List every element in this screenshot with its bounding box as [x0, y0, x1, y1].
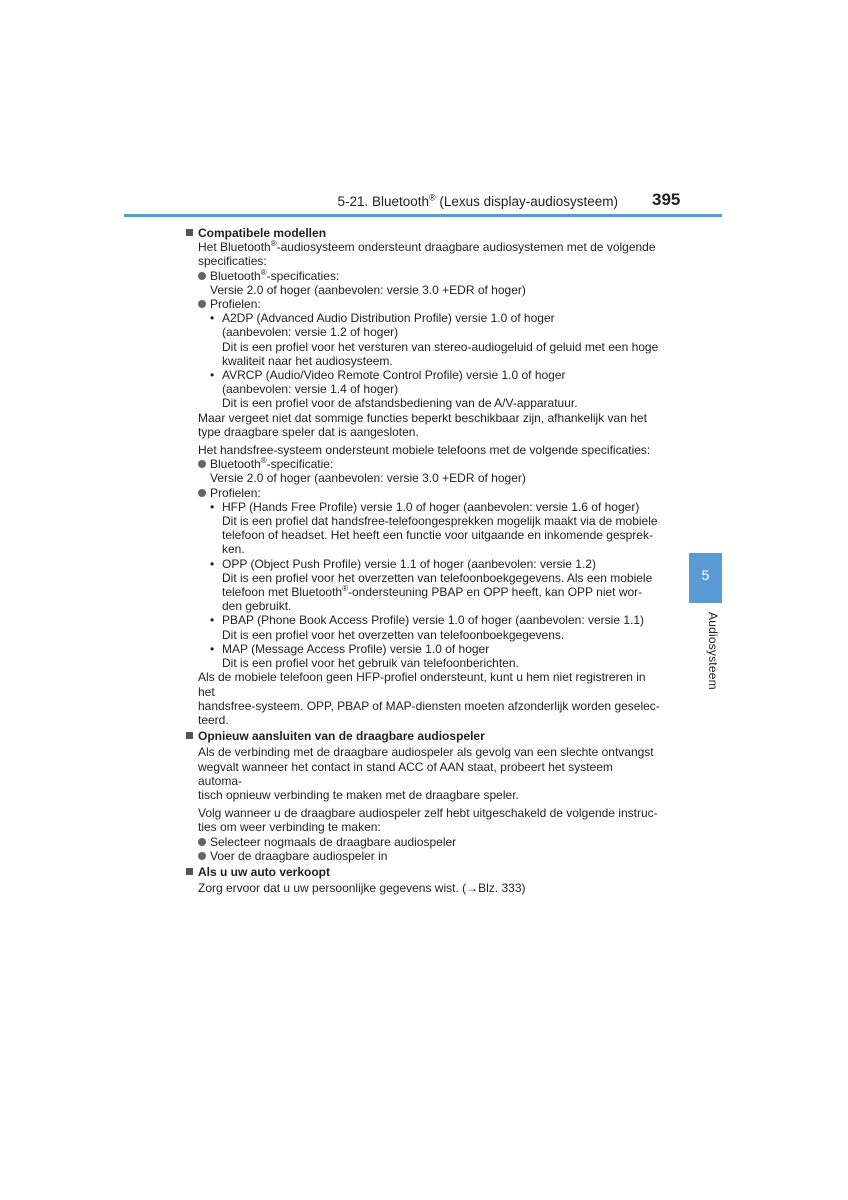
text: AVRCP (Audio/Video Remote Control Profile) versie 1.0 of hoger	[222, 368, 566, 383]
list-item	[186, 849, 660, 863]
sub-list-text: (aanbevolen: versie 1.4 of hoger)	[222, 382, 399, 397]
paragraph: Maar vergeet niet dat sommige functies beperkt beschikbaar zijn, afhankelijk van het	[198, 410, 647, 425]
sub-list-item	[186, 613, 660, 627]
page-reference-link[interactable]: Blz. 333)	[478, 881, 526, 896]
paragraph	[186, 240, 660, 254]
text: HFP (Hands Free Profile) versie 1.0 of hoger (aanbevolen: versie 1.6 of hoger)	[222, 499, 640, 514]
text: Bluetooth	[210, 457, 261, 472]
registered-mark: ®	[270, 239, 277, 249]
heading-text: Compatibele modellen	[198, 226, 327, 240]
header-title-suffix: (Lexus display-audiosysteem)	[435, 194, 618, 209]
heading-text: Als u uw auto verkoopt	[198, 864, 331, 879]
dot-bullet-icon: •	[210, 613, 215, 628]
heading-text: Opnieuw aansluiten van de draagbare audiospeler	[198, 729, 485, 744]
sub-list-text: Dit is een profiel voor het overzetten van telefoonboekgegevens.	[222, 627, 565, 642]
paragraph: wegvalt wanneer het contact in stand ACC of AAN staat, probeert het systeem automa-	[198, 759, 613, 788]
header-rule	[124, 214, 722, 217]
dot-bullet-icon: •	[210, 311, 215, 326]
section-header-title	[337, 194, 618, 209]
paragraph: handsfree-systeem. OPP, PBAP of MAP-diensten moeten afzonderlijk worden geselec-	[198, 698, 660, 713]
text: A2DP (Advanced Audio Distribution Profile) versie 1.0 of hoger	[222, 311, 555, 326]
sub-list-text: Dit is een profiel voor de afstandsbediening van de A/V-apparatuur.	[222, 396, 578, 411]
sub-list-text: Dit is een profiel voor het overzetten van telefoonboekgegevens. Als een mobiele	[222, 570, 653, 585]
header-title-text: 5-21. Bluetooth	[337, 194, 430, 209]
text: Bluetooth	[210, 268, 261, 283]
section-heading	[186, 865, 660, 879]
sub-list-text: Dit is een profiel voor het versturen van stereo-audiogeluid of geluid met een hoge	[222, 339, 659, 354]
text: Voer de draagbare audiospeler in	[210, 848, 388, 863]
paragraph: tisch opnieuw verbinding te maken met de draagbare speler.	[198, 787, 519, 802]
sub-list-text: telefoon of headset. Het heeft een functie voor uitgaande en inkomende gesprek-	[222, 528, 653, 543]
text: PBAP (Phone Book Access Profile) versie 1.0 of hoger (aanbevolen: versie 1.1)	[222, 613, 645, 628]
registered-mark: ®	[260, 267, 267, 277]
paragraph: Als de verbinding met de draagbare audiospeler als gevolg van een slechte ontvangst	[198, 745, 654, 760]
dot-bullet-icon: •	[210, 368, 215, 383]
page-number: 395	[652, 190, 681, 209]
dot-bullet-icon: •	[210, 641, 215, 656]
chapter-tab-label: Audiosysteem	[706, 612, 720, 690]
sub-list-text: Dit is een profiel voor het gebruik van telefoonberichten.	[222, 656, 519, 671]
sub-list-item	[186, 311, 660, 325]
sub-list-text: Dit is een profiel dat handsfree-telefoongesprekken mogelijk maakt via de mobiele	[222, 514, 658, 529]
text: Zorg ervoor dat u uw persoonlijke gegevens wist. (	[198, 881, 467, 896]
sub-list-item	[186, 557, 660, 571]
circle-bullet-icon	[198, 838, 206, 846]
circle-bullet-icon	[198, 489, 206, 497]
list-item-text: Versie 2.0 of hoger (aanbevolen: versie 3.0 +EDR of hoger)	[210, 282, 526, 297]
list-item	[186, 297, 660, 311]
list-item-text: Versie 2.0 of hoger (aanbevolen: versie 3.0 +EDR of hoger)	[210, 471, 526, 486]
arrow-right-icon: →	[466, 881, 479, 896]
paragraph: type draagbare speler dat is aangesloten.	[198, 424, 419, 439]
paragraph: teerd.	[198, 712, 229, 727]
paragraph: Als de mobiele telefoon geen HFP-profiel ondersteunt, kunt u hem niet registreren in het	[198, 670, 646, 699]
section-heading	[186, 226, 660, 240]
sub-list-text: (aanbevolen: versie 1.2 of hoger)	[222, 325, 399, 340]
text: telefoon met Bluetooth	[222, 585, 343, 600]
square-bullet-icon	[186, 868, 193, 875]
dot-bullet-icon: •	[210, 556, 215, 571]
text: Selecteer nogmaals de draagbare audiospeler	[210, 834, 457, 849]
sub-list-text: kwaliteit naar het audiosysteem.	[222, 353, 393, 368]
page-content	[186, 226, 660, 895]
circle-bullet-icon	[198, 460, 206, 468]
sub-list-item	[186, 368, 660, 382]
chapter-tab	[689, 553, 722, 603]
circle-bullet-icon	[198, 852, 206, 860]
text: -specificaties:	[266, 268, 340, 283]
paragraph: specificaties:	[198, 254, 267, 269]
circle-bullet-icon	[198, 272, 206, 280]
circle-bullet-icon	[198, 300, 206, 308]
text: Het Bluetooth	[198, 240, 271, 255]
sub-list-item	[186, 500, 660, 514]
registered-mark: ®	[342, 584, 348, 594]
sub-list-item	[186, 642, 660, 656]
paragraph: Het handsfree-systeem ondersteunt mobiele telefoons met de volgende specificaties:	[198, 443, 651, 458]
paragraph: Volg wanneer u de draagbare audiospeler zelf hebt uitgeschakeld de volgende instruc-	[198, 806, 658, 821]
text: -specificatie:	[266, 457, 334, 472]
section-heading	[186, 729, 660, 743]
square-bullet-icon	[186, 229, 193, 236]
sub-list-text: den gebruikt.	[222, 599, 292, 614]
paragraph: ties om weer verbinding te maken:	[198, 820, 381, 835]
registered-mark: ®	[429, 192, 436, 203]
text: Profielen:	[210, 485, 261, 500]
text: Profielen:	[210, 297, 261, 312]
square-bullet-icon	[186, 732, 193, 739]
dot-bullet-icon: •	[210, 499, 215, 514]
sub-list-text	[186, 585, 660, 599]
sub-list-text: ken.	[222, 542, 245, 557]
list-item	[186, 269, 660, 283]
text: -audiosysteem ondersteunt draagbare audiosystemen met de volgende	[276, 240, 656, 255]
text: OPP (Object Push Profile) versie 1.1 of hoger (aanbevolen: versie 1.2)	[222, 556, 596, 571]
registered-mark: ®	[260, 456, 267, 466]
list-item	[186, 835, 660, 849]
text: MAP (Message Access Profile) versie 1.0 of hoger	[222, 641, 490, 656]
chapter-number: 5	[701, 567, 710, 583]
list-item	[186, 457, 660, 471]
paragraph	[186, 881, 660, 895]
list-item	[186, 486, 660, 500]
text: -ondersteuning PBAP en OPP heeft, kan OPP niet wor-	[348, 585, 643, 600]
